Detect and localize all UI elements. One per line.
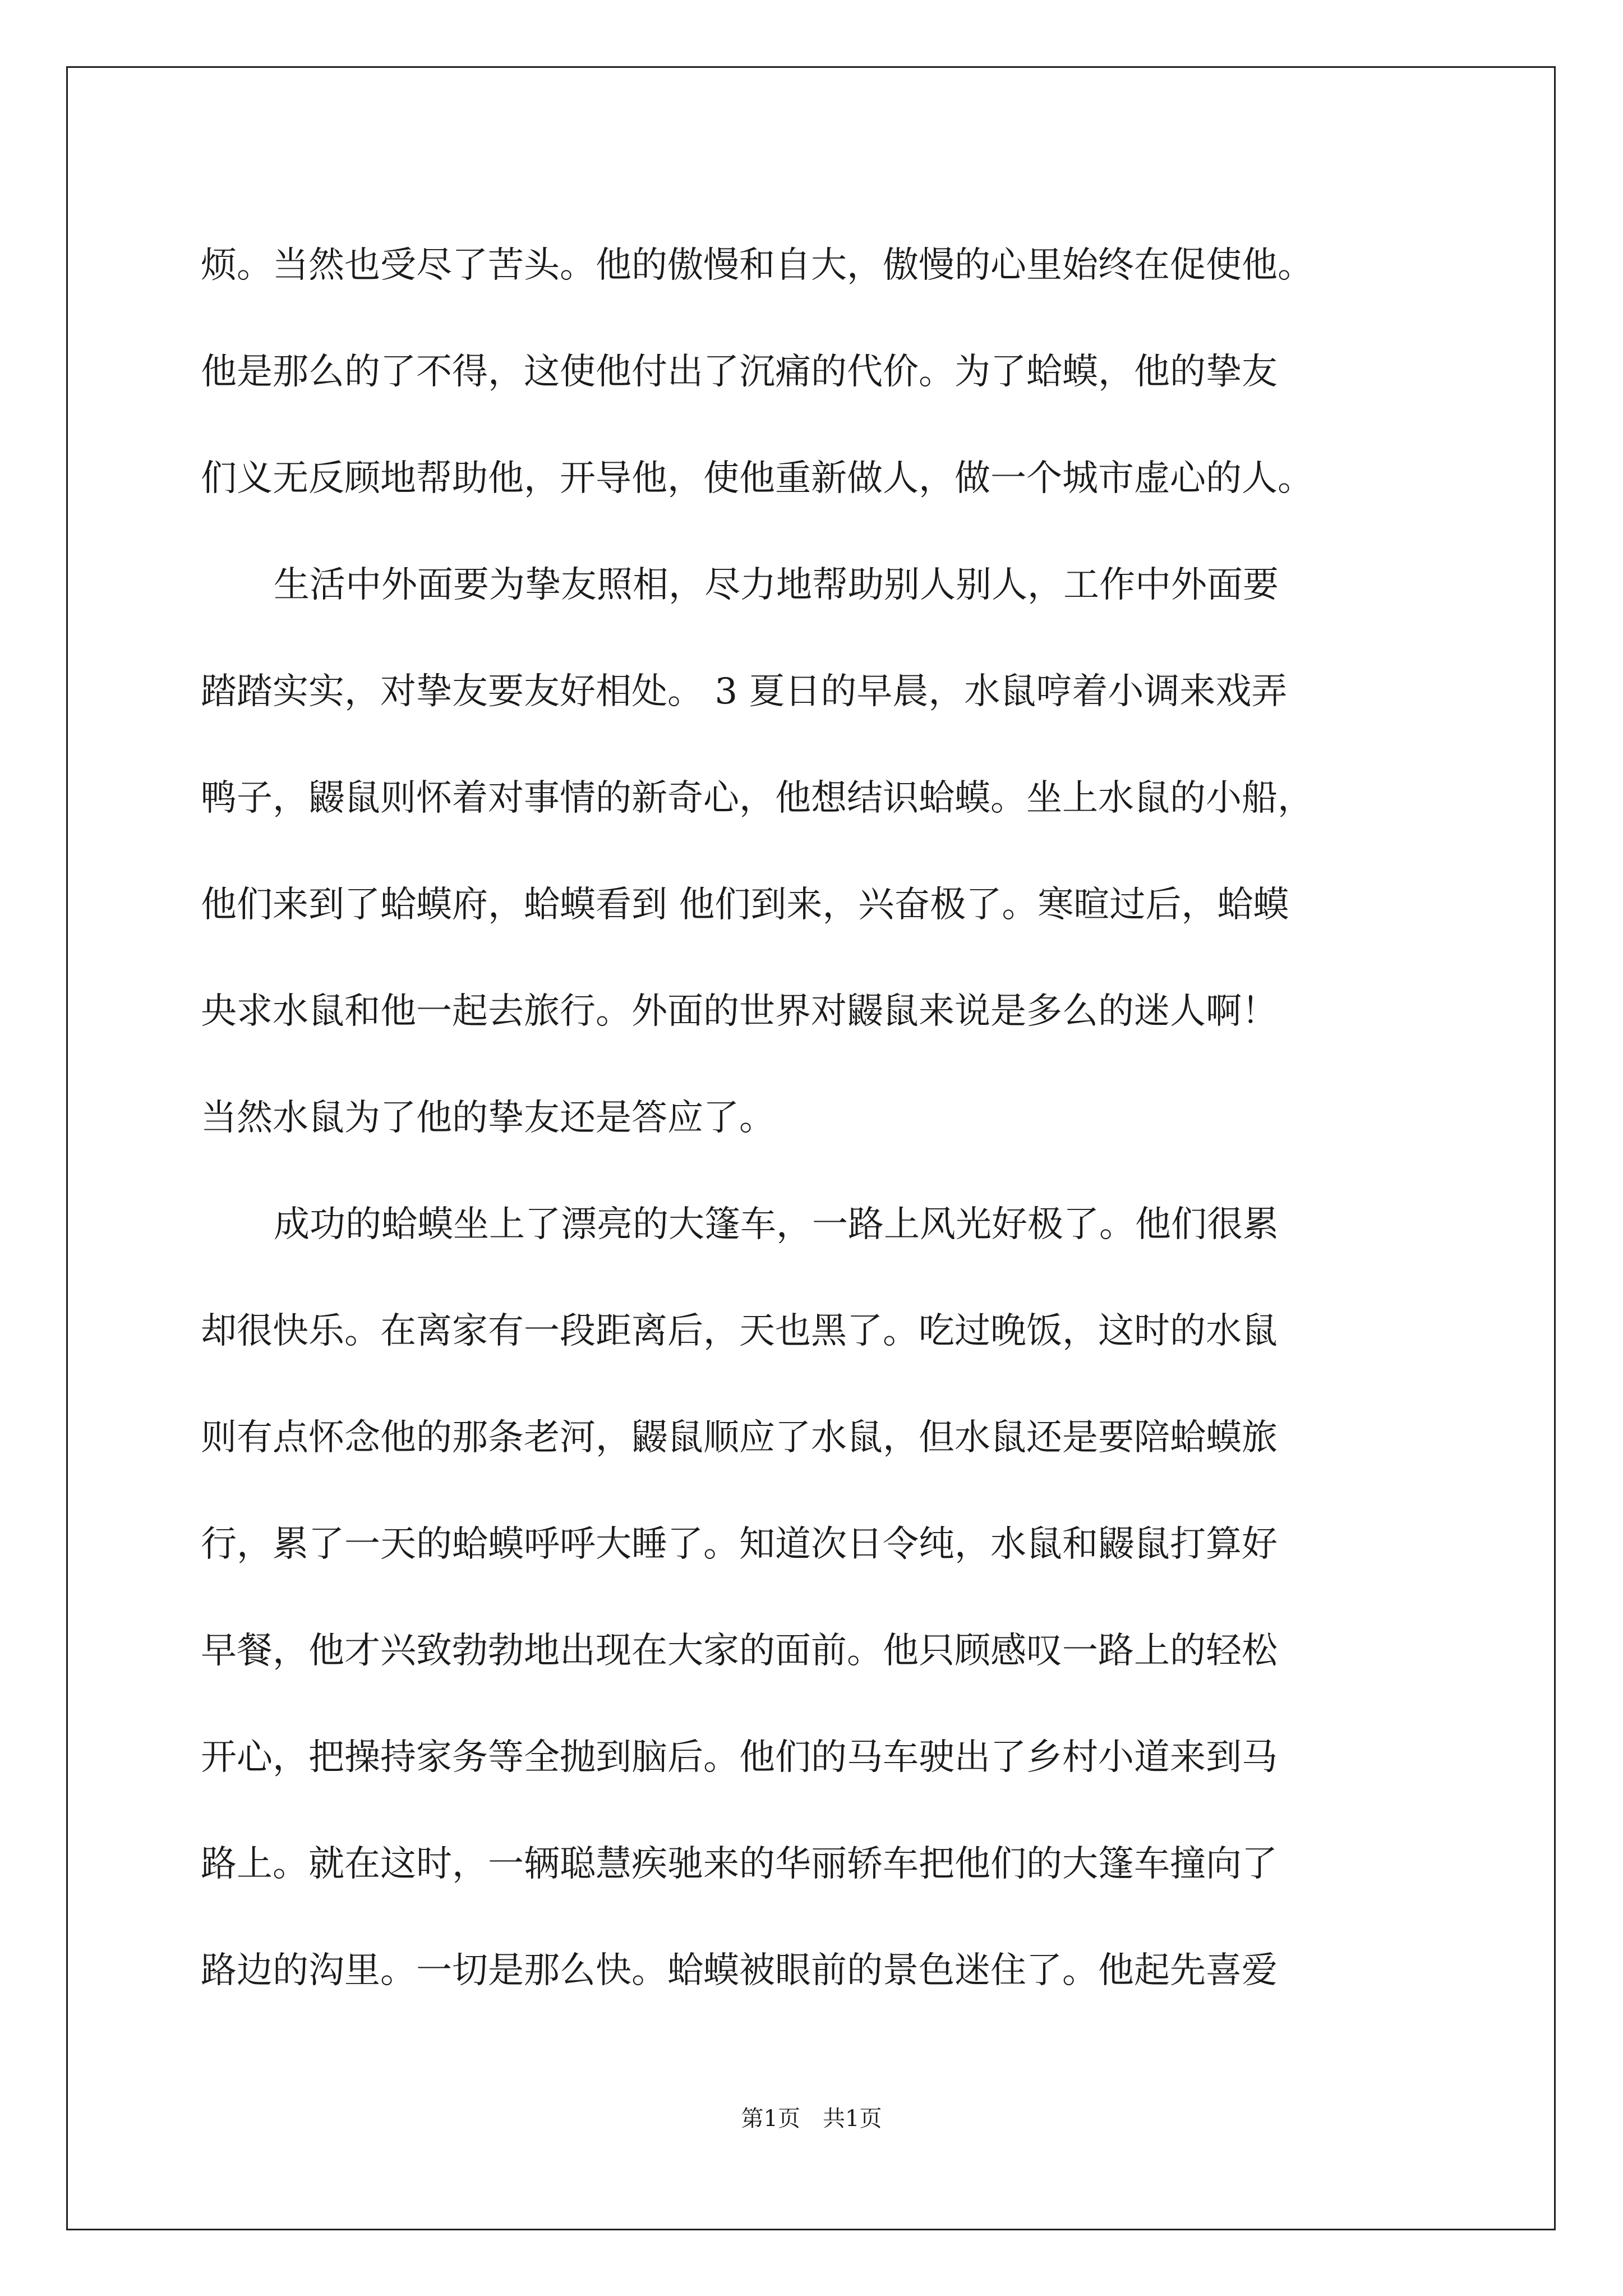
text-line: 早餐，他才兴致勃勃地出现在大家的面前。他只顾感叹一路上的轻松 (201, 1630, 1278, 1672)
paragraph-start-line: 生活中外面要为挚友照相，尽力地帮助别人别人，工作中外面要 (274, 564, 1279, 606)
text-line: 他们来到了蛤蟆府，蛤蟆看到 他们到来，兴奋极了。寒暄过后，蛤蟆 (201, 884, 1289, 926)
page-number: 第1页 (741, 2106, 800, 2132)
text-line: 踏踏实实，对挚友要友好相处。 3 夏日的早晨，水鼠哼着小调来戏弄 (201, 671, 1288, 712)
text-line: 行，累了一天的蛤蟆呼呼大睡了。知道次日令纯，水鼠和鼹鼠打算好 (201, 1524, 1278, 1565)
text-line: 却很快乐。在离家有一段距离后，天也黑了。吃过晚饭，这时的水鼠 (201, 1310, 1278, 1352)
text-line: 鸭子，鼹鼠则怀着对事情的新奇心，他想结识蛤蟆。坐上水鼠的小船， (201, 777, 1313, 819)
text-line: 路上。就在这时，一辆聪慧疾驰来的华丽轿车把他们的大篷车撞向了 (201, 1843, 1278, 1885)
text-line: 烦。当然也受尽了苦头。他的傲慢和自大，傲慢的心里始终在促使他。 (201, 245, 1313, 286)
document-body (201, 212, 1435, 2024)
text-line: 开心，把操持家务等全抛到脑后。他们的马车驶出了乡村小道来到马 (201, 1737, 1278, 1778)
text-line: 路边的沟里。一切是那么快。蛤蟆被眼前的景色迷住了。他起先喜爱 (201, 1950, 1278, 1991)
text-line: 则有点怀念他的那条老河，鼹鼠顺应了水鼠，但水鼠还是要陪蛤蟆旅 (201, 1417, 1278, 1458)
text-line: 当然水鼠为了他的挚友还是答应了。 (201, 1097, 775, 1139)
page-footer (0, 2101, 1623, 2133)
paragraph-start-line: 成功的蛤蟆坐上了漂亮的大篷车，一路上风光好极了。他们很累 (274, 1204, 1279, 1245)
text-line: 们义无反顾地帮助他，开导他，使他重新做人，做一个城市虚心的人。 (201, 458, 1313, 499)
text-line: 央求水鼠和他一起去旅行。外面的世界对鼹鼠来说是多么的迷人啊！ (201, 991, 1278, 1032)
page-total: 共1页 (823, 2106, 882, 2132)
text-line: 他是那么的了不得，这使他付出了沉痛的代价。为了蛤蟆，他的挚友 (201, 351, 1278, 393)
